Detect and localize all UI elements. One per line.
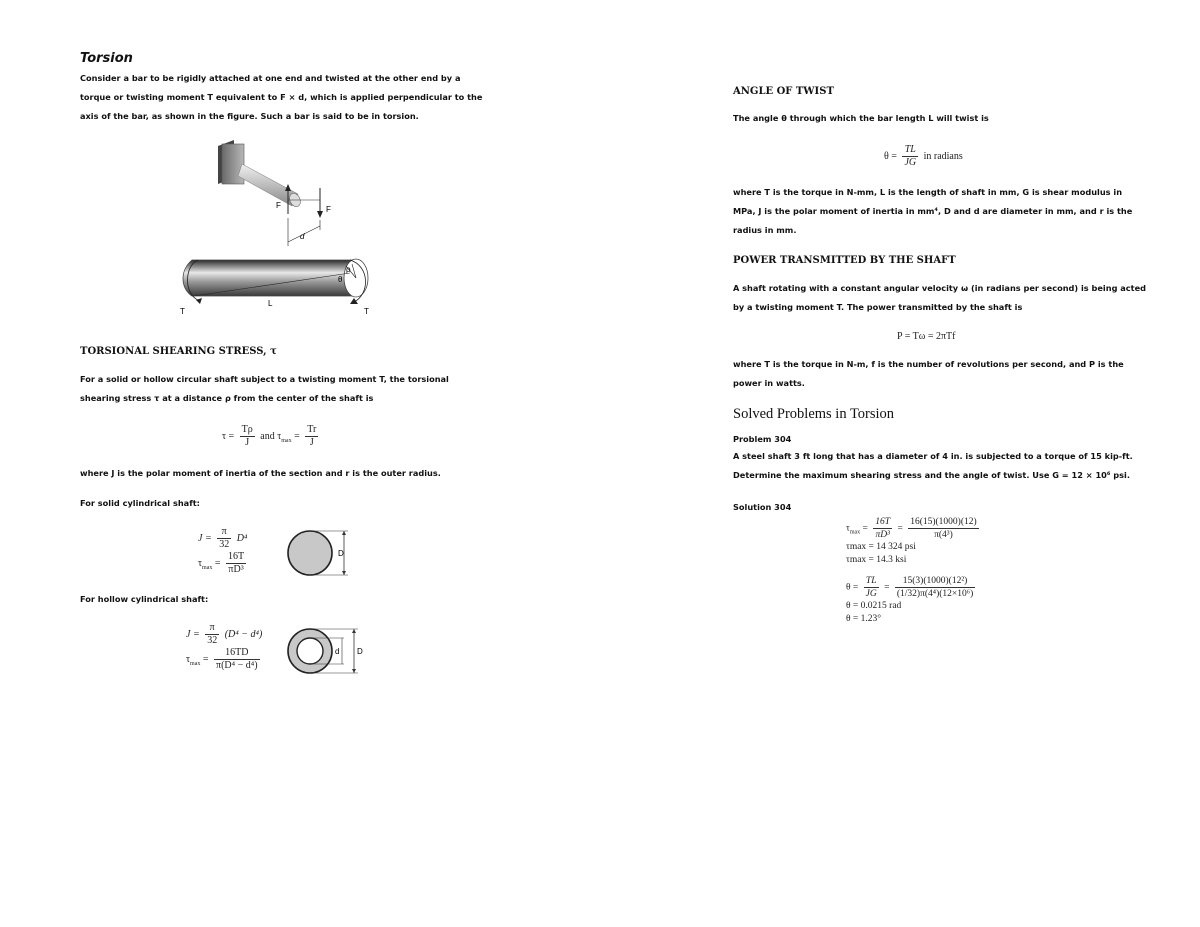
- torque-label-left: T: [180, 307, 185, 316]
- hollow-dim-inner-label: d: [335, 647, 340, 656]
- solid-tau: τ: [198, 557, 203, 569]
- power-where-line: where T is the torque in N-m, f is the number of revolutions per second, and P is the: [733, 359, 1124, 369]
- twist-eq-frac: [902, 144, 918, 169]
- stress-eq-den2: J: [309, 437, 314, 448]
- sol-l4-frac: [864, 575, 879, 600]
- hollow-tau-eq: [186, 647, 263, 675]
- stress-eq-lhs: τ =: [222, 430, 235, 442]
- twist-where-line: radius in mm.: [733, 225, 797, 235]
- solved-problems-heading: Solved Problems in Torsion: [733, 406, 895, 422]
- sol-l1-lhs: τ: [846, 523, 850, 534]
- stress-eq-num1: Tρ: [241, 424, 253, 435]
- twist-intro: The angle θ through which the bar length L will twist is: [733, 113, 989, 123]
- sol-l4-den2: (1/32)π(4⁴)(12×10⁶): [896, 589, 974, 599]
- sol-l4-num2: 15(3)(1000)(12²): [895, 575, 975, 588]
- solid-j-den: 32: [219, 539, 230, 550]
- solution-title: Solution 304: [733, 502, 792, 512]
- power-line: A shaft rotating with a constant angular velocity ω (in radians per second) is being acted: [733, 283, 1146, 293]
- solid-tau-eq-sign: =: [214, 557, 221, 569]
- solid-tau-frac: [226, 551, 246, 576]
- stress-eq-den1: J: [245, 437, 250, 448]
- solid-tau-sub: max: [202, 564, 213, 571]
- stress-heading: TORSIONAL SHEARING STRESS, τ: [80, 346, 277, 357]
- stress-eq-mid: and τ: [260, 430, 282, 442]
- intro-line: axis of the bar, as shown in the figure. Such a bar is said to be in torsion.: [80, 111, 419, 121]
- solution-line-5: θ = 0.0215 rad: [846, 601, 902, 611]
- intro-paragraph: [80, 69, 500, 126]
- solution-line-2: τmax = 14 324 psi: [846, 542, 916, 552]
- sol-l4-lhs: θ =: [846, 582, 859, 593]
- stress-line: shearing stress τ at a distance ρ from the center of the shaft is: [80, 393, 374, 403]
- hollow-j-rest: (D⁴ − d⁴): [224, 628, 263, 640]
- solid-tau-num: 16T: [228, 551, 245, 562]
- hollow-tau-den: π(D⁴ − d⁴): [216, 660, 258, 671]
- hollow-tau-sub: max: [190, 660, 201, 667]
- twist-eq-num: TL: [902, 144, 918, 157]
- solid-shaft-section: [282, 527, 362, 579]
- sol-l4-frac2: [895, 575, 975, 600]
- sol-l1-den2: π(4³): [934, 530, 953, 540]
- torque-label-right: T: [364, 307, 369, 316]
- solid-tau-den: πD³: [228, 564, 244, 575]
- sol-l1-eq: =: [862, 523, 868, 534]
- solid-j-frac: [217, 526, 231, 551]
- power-where-line: power in watts.: [733, 378, 805, 388]
- hollow-j-lhs: J =: [186, 628, 200, 640]
- twist-equation: [884, 144, 963, 169]
- lever-label-d: d: [300, 232, 305, 241]
- twist-where-paragraph: [733, 183, 1143, 240]
- problem-title: Problem 304: [733, 434, 792, 444]
- power-line: by a twisting moment T. The power transmitted by the shaft is: [733, 302, 1023, 312]
- solid-dim-label: D: [338, 549, 344, 558]
- stress-eq-eq2: =: [294, 430, 300, 442]
- where-text: where J is the polar moment of inertia of the section and r is the outer radius.: [80, 468, 441, 478]
- hollow-shaft-section: [284, 624, 364, 678]
- stress-paragraph: [80, 370, 500, 408]
- twist-heading: ANGLE OF TWIST: [733, 86, 834, 97]
- sol-l1-eq2: =: [897, 523, 903, 534]
- sol-l1-num: 16T: [875, 517, 891, 527]
- solid-j-rest: D⁴: [236, 532, 248, 544]
- sol-l1-sub: max: [849, 529, 861, 536]
- solution-line-1: [846, 516, 982, 541]
- twist-eq-rest: in radians: [923, 150, 963, 162]
- hollow-tau-frac: [214, 647, 260, 672]
- power-paragraph: [733, 279, 1153, 317]
- problem-line: Determine the maximum shearing stress and the angle of twist. Use G = 12 × 10⁶ psi.: [733, 470, 1130, 480]
- solid-circle: [288, 531, 332, 575]
- power-where-paragraph: [733, 355, 1143, 393]
- power-equation: P = Tω = 2πTf: [897, 331, 956, 342]
- hollow-tau-eq-sign: =: [202, 653, 209, 665]
- force-label-left: F: [276, 201, 281, 210]
- stress-eq-sub: max: [281, 437, 292, 444]
- hollow-shaft-label: For hollow cylindrical shaft:: [80, 594, 209, 604]
- sol-l1-num2: 16(15)(1000)(12): [910, 517, 977, 527]
- force-label-right: F: [326, 205, 331, 214]
- power-heading: POWER TRANSMITTED BY THE SHAFT: [733, 255, 956, 266]
- stress-eq-frac2: [305, 424, 318, 449]
- solid-j-lhs: J =: [198, 532, 212, 544]
- page-title: Torsion: [80, 51, 133, 66]
- shaft-rod: [238, 164, 302, 208]
- sol-l1-den: πD³: [875, 530, 890, 540]
- solid-shaft-equations: [198, 526, 249, 579]
- intro-line: torque or twisting moment T equivalent to F × d, which is applied perpendicular to the: [80, 92, 483, 102]
- length-label: L: [268, 299, 273, 308]
- hollow-shaft-equations: [186, 622, 263, 675]
- solution-line-3: τmax = 14.3 ksi: [846, 555, 907, 565]
- stress-equation: [222, 424, 321, 449]
- torsion-figure: [170, 138, 380, 328]
- hollow-tau-num: 16TD: [214, 647, 260, 660]
- problem-line: A steel shaft 3 ft long that has a diameter of 4 in. is subjected to a torque of 15 kip-ft.: [733, 451, 1133, 461]
- sol-l1-frac: [873, 516, 892, 541]
- stress-eq-num2: Tr: [307, 424, 317, 435]
- stress-line: For a solid or hollow circular shaft subject to a twisting moment T, the torsional: [80, 374, 449, 384]
- hollow-tau: τ: [186, 653, 191, 665]
- hollow-dim-outer-label: D: [357, 647, 363, 656]
- radius-label-rho: ρ: [346, 265, 351, 274]
- solid-tau-eq: [198, 551, 249, 579]
- solution-block: [846, 516, 982, 626]
- solution-line-6: θ = 1.23°: [846, 614, 882, 624]
- solid-j-num: π: [217, 526, 231, 539]
- sol-l4-eq: =: [884, 582, 890, 593]
- stress-eq-frac1: [240, 424, 255, 449]
- hollow-j-eq: [186, 622, 263, 647]
- sol-l4-num: TL: [864, 575, 879, 588]
- twist-eq-den: JG: [904, 157, 917, 168]
- hollow-j-den: 32: [207, 635, 218, 646]
- hollow-j-frac: [205, 622, 219, 647]
- solid-shaft-label: For solid cylindrical shaft:: [80, 498, 200, 508]
- intro-line: Consider a bar to be rigidly attached at one end and twisted at the other end by a: [80, 73, 461, 83]
- twist-eq-lhs: θ =: [884, 150, 897, 162]
- hollow-j-num: π: [205, 622, 219, 635]
- solution-line-4: [846, 575, 982, 600]
- twist-where-line: MPa, J is the polar moment of inertia in mm⁴, D and d are diameter in mm, and r is the: [733, 206, 1133, 216]
- hollow-inner-circle: [297, 638, 323, 664]
- sol-l4-den: JG: [865, 589, 877, 599]
- twist-where-line: where T is the torque in N-mm, L is the length of shaft in mm, G is shear modulus in: [733, 187, 1123, 197]
- problem-paragraph: [733, 447, 1153, 485]
- solid-j-eq: [198, 526, 249, 551]
- sol-l1-frac2: [908, 516, 978, 541]
- angle-label-theta: θ: [338, 275, 343, 284]
